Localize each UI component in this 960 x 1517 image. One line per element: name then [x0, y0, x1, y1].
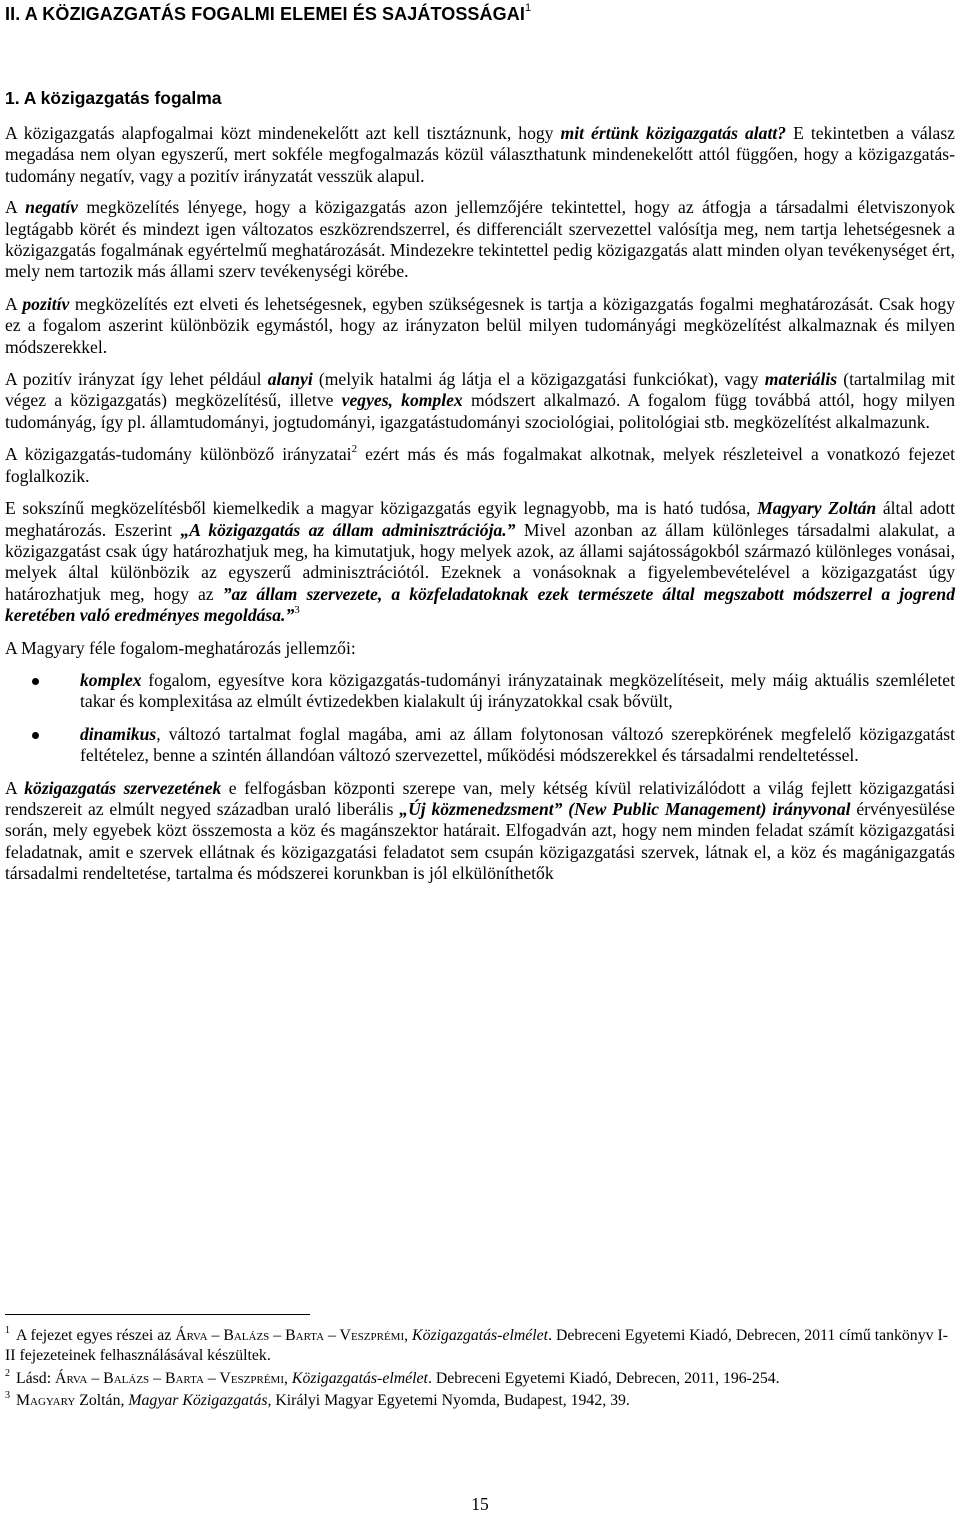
paragraph-1: A közigazgatás alapfogalmai közt mindenekelőtt azt kell tisztáznunk, hogy mit értünk közigazgatás alatt? E tekintetben a válasz megadása nem olyan egyszerű, mert sokféle megfogalmazás közül választhatunk mindenekelőtt attól függően, hogy a közigazgatás-tudomány negatív, vagy a pozitív irányzatát vesszük alapul. [5, 123, 955, 186]
paragraph-4: A pozitív irányzat így lehet például alanyi (melyik hatalmi ág látja el a közigazgatási funkciókat), vagy materiális (tartalmilag mit végez a közigazgatás) megközelítésű, illetve vegyes, komplex módszert alkalmazó. A fogalom függ továbbá attól, hogy milyen tudományág, így pl. államtudományi, jogtudományi, igazgatástudományi szociológiai, politológiai stb. megközelítést alkalmazunk. [5, 369, 955, 432]
body-text [5, 123, 955, 896]
paragraph-8: A közigazgatás szervezetének e felfogásban központi szerepe van, mely kétség kívül relativizálódott a világ fejlett közigazgatási rendszereit az elmúlt negyed században uraló liberális „Új közmenedzsment” (New Public Management) irányvonal érvényesülése során, mely egyebek közt összemosta a köz és magánszektor határait. Elfogadván azt, hogy nem minden feladat számít közigazgatási feladatnak, amit e szervek ellátnak és közigazgatási feladatot sem csupán közigazgatási szervek, látnak el, a köz és magánigazgatás társadalmi rendeltetése, tartalma és módszerei korunkban is jól elkülöníthetők [5, 777, 956, 884]
footnote-ref-3: 3 [294, 604, 300, 617]
footnote-separator [5, 1314, 310, 1315]
footnote-3: $^3$ Magyary Zoltán, Magyar Közigazgatás, Királyi Magyar Egyetemi Nyomda, Budapest, 1942, 39. [5, 1390, 630, 1410]
bullet-list [5, 670, 955, 767]
paragraph-7: A Magyary féle fogalom-meghatározás jellemzői: [5, 637, 356, 658]
bullet-icon [32, 678, 39, 685]
bullet-icon [32, 732, 39, 739]
chapter-title: II. A KÖZIGAZGATÁS FOGALMI ELEMEI ÉS SAJÁTOSSÁGAI$^1$ [5, 2, 532, 24]
paragraph-2: A negatív megközelítés lényege, hogy a közigazgatás azon jellemzőjére tekintettel, hogy az átfogja a társadalmi életviszonyok legtágabb körét és mindezt igen változatos eszközrendszerrel, és differenciált szervezettel valósítja meg, nem tartja lehetségesnek a közigazgatás fogalmának egyértelmű meghatározását. Mindezekre tekintettel pedig közigazgatás alatt minden olyan tevékenységet ért, mely nem tartozik más állami szerv tevékenységi körébe. [5, 197, 956, 282]
list-item: komplex fogalom, egyesítve kora közigazgatás-tudományi irányzatainak megközelítéseit, mely máig aktuális szemléletet takar és komplexitása az elmúlt évtizedekben kialakult új irányzatokkal csak bővült, [5, 670, 955, 713]
footnote-2: $^2$ Lásd: Árva – Balázs – Barta – Veszprémi, Közigazgatás-elmélet. Debreceni Egyetemi Kiadó, Debrecen, 2011, 196-254. [5, 1367, 780, 1387]
paragraph-5: A közigazgatás-tudomány különböző irányzatai$^2$ ezért más és más fogalmakat alkotnak, melyek részleteivel a vonatkozó fejezet foglalkozik. [5, 443, 956, 486]
paragraph-6: E sokszínű megközelítésből kiemelkedik a magyar közigazgatás egyik legnagyobb, ma is ható tudósa, Magyary Zoltán által adott meghatározás. Eszerint „A közigazgatás az állam adminisztrációja.” Mivel azonban az állam különleges társadalmi alakulat, a közigazgatást csak úgy határozhatjuk meg, ha kimutatjuk, hogy melyek azok, az állami sajátosságokból származó különleges vonásai, melyek által különbözik az egyszerű adminisztrációtól. Ezeknek a vonásoknak a figyelembevételével a közigazgatást úgy határozhatjuk meg, hogy az ”az állam szervezete, a közfeladatoknak ezek természete által megszabott módszerrel a jogrend keretében való eredményes megoldása.”$^3$ [5, 498, 956, 626]
section-title: 1. A közigazgatás fogalma [5, 88, 222, 108]
list-item: dinamikus, változó tartalmat foglal magába, ami az állam folytonosan változó szerepkörének megfelelő közigazgatást feltételez, benne a szintén állandóan változó szervezettel, működési módszerekkel és társadalmi rendeltetéssel. [5, 724, 955, 767]
page-number: 15 [471, 1494, 489, 1514]
footnote-ref-1: 1 [524, 2, 532, 14]
footnote-ref-2: 2 [351, 443, 358, 456]
paragraph-3: A pozitív megközelítés ezt elveti és lehetségesnek, egyben szükségesnek is tartja a közigazgatás fogalmi meghatározását. Csak hogy ez a fogalom aszerint különbözik egymástól, hogy az irányzaton belül milyen tudományági megközelítést alkalmaznak és milyen módszerekkel. [5, 293, 955, 357]
footnote-1: $^1$ A fejezet egyes részei az Árva – Balázs – Barta – Veszprémi, Közigazgatás-elmélet. Debreceni Egyetemi Kiadó, Debrecen, 2011 című tankönyv I-II fejezeteinek felhasználásával készültek. [5, 1325, 948, 1364]
footnotes [5, 1326, 955, 1414]
